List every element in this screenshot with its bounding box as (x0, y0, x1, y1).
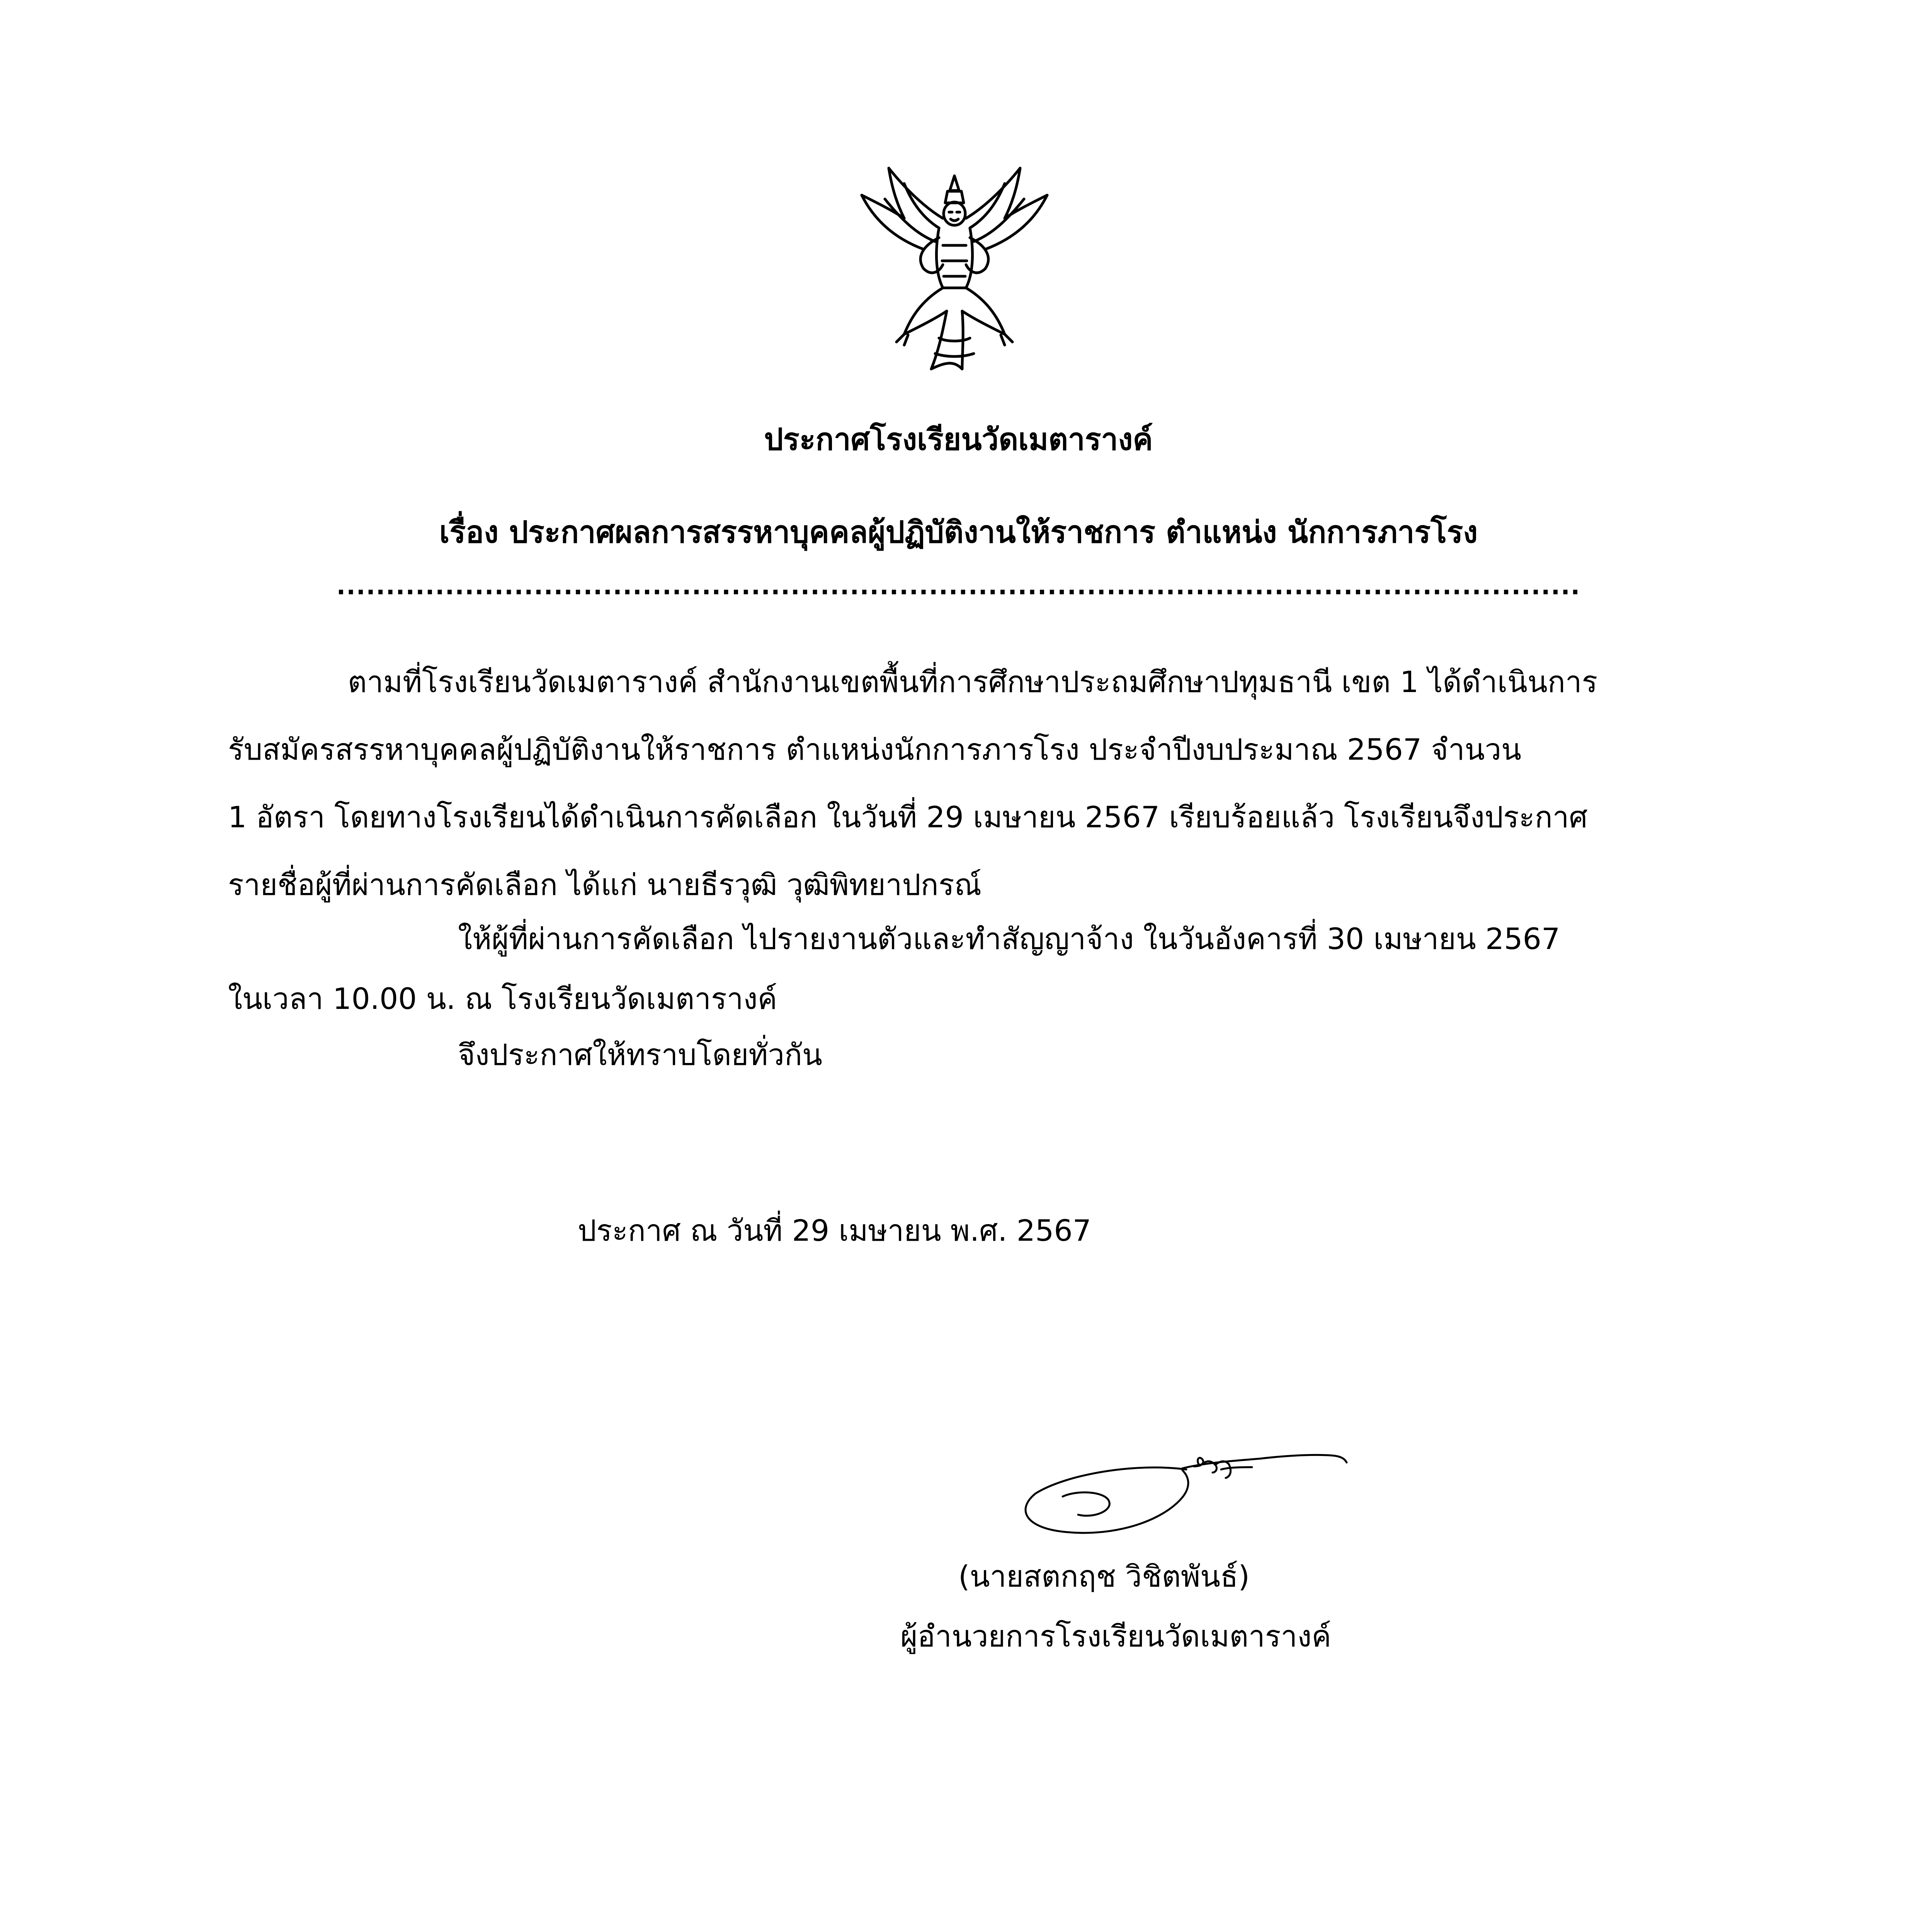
dotted-separator: .............................................................................................................................. (336, 572, 1581, 600)
garuda-emblem-icon (846, 160, 1063, 384)
body-paragraph-line: ตามที่โรงเรียนวัดเมตาราง​ค์ สำนักงานเขตพื้นที่การศึกษาประถมศึกษาปทุมธานี เขต 1 ได้ดำเนินการ (348, 665, 1598, 699)
report-instruction-line: ให้ผู้ที่ผ่านการคัดเลือก ไปรายงานตัวและทำสัญญาจ้าง ในวันอังคารที่ 30 เมษายน 2567 (458, 922, 1560, 956)
handwritten-signature-icon (1020, 1428, 1364, 1540)
report-instruction-line: ในเวลา 10.00 น. ณ โรงเรียนวัดเมตาราง​ค์ (228, 981, 777, 1016)
body-paragraph-line: 1 อัตรา โดยทางโรงเรียนได้ดำเนินการคัดเลือก ในวันที่ 29 เมษายน 2567 เรียบร้อยแล้ว โรงเรียนจึงประกาศ (228, 800, 1588, 834)
announcement-date: ประกาศ ณ วันที่ 29 เมษายน พ.ศ. 2567 (578, 1213, 1092, 1248)
subject-line: เรื่อง ประกาศผลการสรรหาบุคคลผู้ปฏิบัติงานให้ราชการ ตำแหน่ง นักการภารโรง (439, 515, 1478, 550)
signer-title: ผู้อำนวยการโรงเรียนวัดเมตาราง​ค์ (900, 1619, 1332, 1653)
body-paragraph-line: รับสมัครสรรหาบุคคลผู้ปฏิบัติงานให้ราชการ ตำแหน่งนักการภารโรง ประจำปีงบประมาณ 2567 จำนวน (228, 732, 1522, 767)
page-title: ประกาศโรงเรียนวัดเมตาราง​ค์ (764, 422, 1153, 457)
body-paragraph-line: รายชื่อผู้ที่ผ่านการคัดเลือก ได้แก่ นายธีรวุฒิ วุฒิพิทยาปกรณ์ (228, 867, 982, 902)
signer-name: (นายสตกฤช วิชิตพันธ์) (958, 1559, 1250, 1594)
closing-statement: จึงประกาศให้ทราบโดยทั่วกัน (458, 1037, 822, 1072)
